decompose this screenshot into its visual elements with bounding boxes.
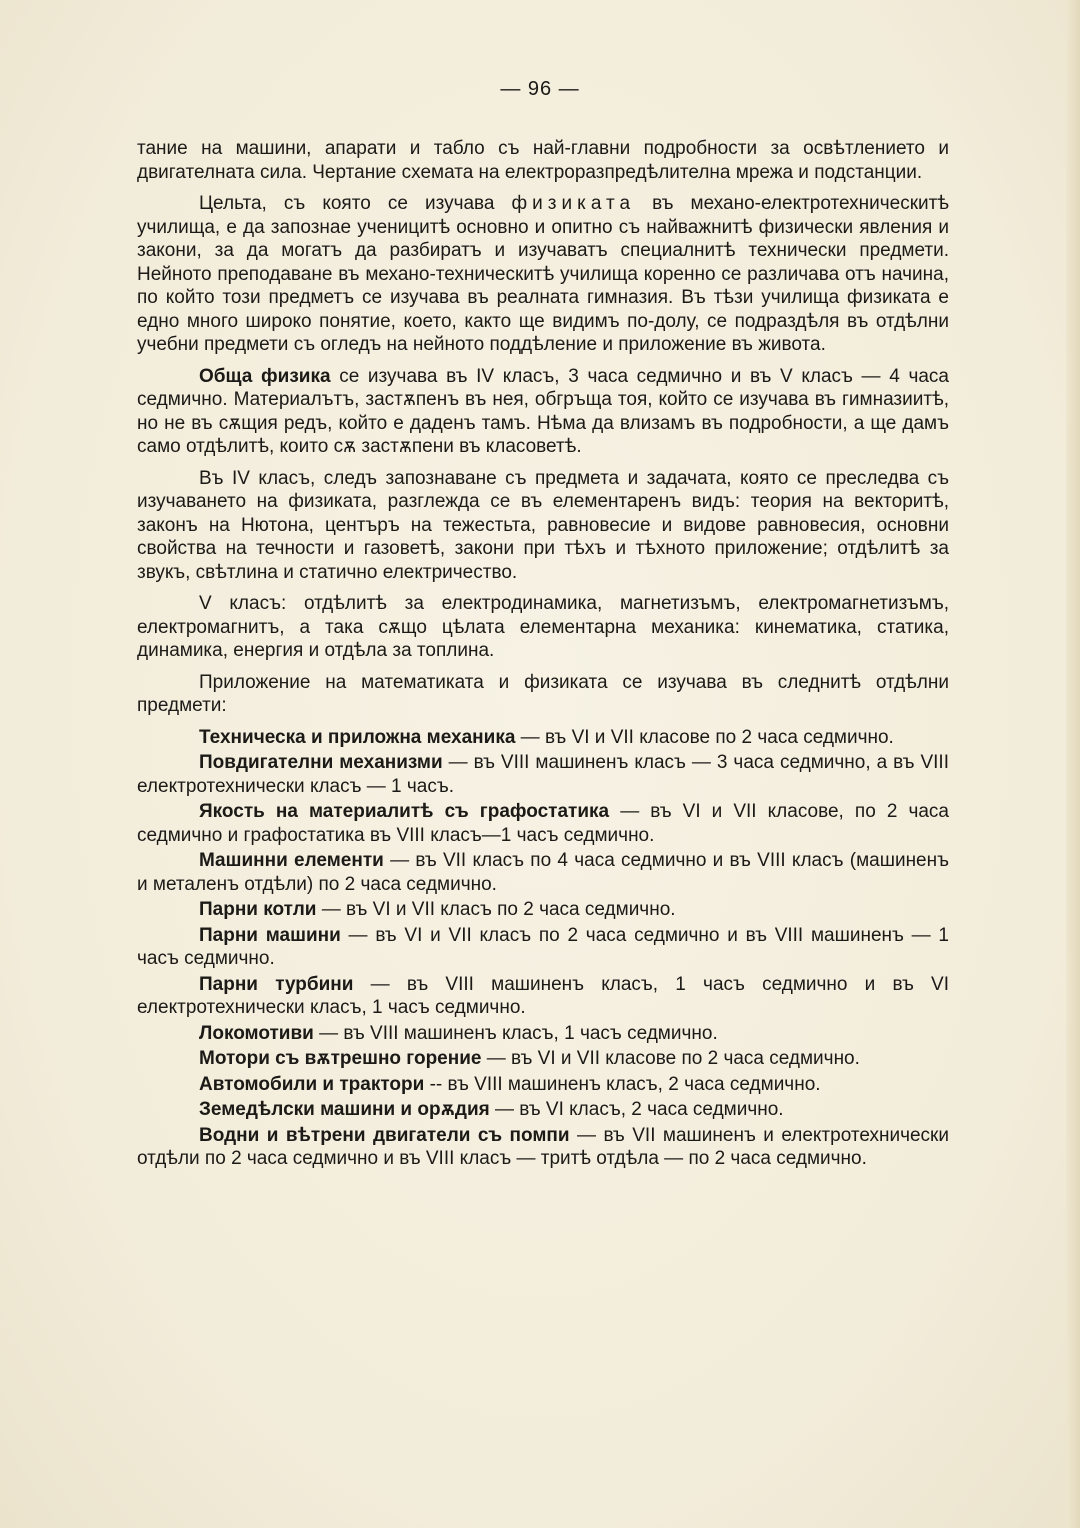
- subject-text: — въ VI и VII класъ по 2 часа седмично.: [316, 899, 676, 920]
- subject-text: — въ VIII машиненъ класъ — 3 часа седмично, а въ VIII електротехнически класъ — 1 часъ.: [137, 752, 949, 797]
- subject-title: Земедѣлски машини и орѫдия: [199, 1099, 490, 1120]
- subject-entry: [137, 898, 949, 922]
- paragraph-applied-intro: Приложение на математиката и физиката се изучава въ следнитѣ отдѣлни предмети:: [137, 671, 949, 716]
- subject-text: — въ VI класъ, 2 часа седмично.: [489, 1099, 784, 1120]
- subject-text: — въ VIII машиненъ класъ, 1 часъ седмично.: [313, 1022, 718, 1044]
- subject-text: — въ VI и VII класове, по 2 часа седмично и графостатика въ VIII класъ—1 часъ седмично.: [137, 801, 949, 846]
- subject-entry: [137, 849, 949, 896]
- subject-title: Техническа и приложна механика: [199, 726, 516, 748]
- paragraph-class-iv: Въ IV класъ, следъ запознаване съ предмета и задачата, която се преследва съ изучаването на физиката, разглежда се въ елементаренъ видъ: теория на векторитѣ, законъ на Нютона, центъръ на тежестьта, равновесие и видове равновесия, основни свойства на течности и газоветѣ, закони при тѣхъ и тѣхното приложение; отдѣлитѣ за звукъ, свѣтлина и статично електричество.: [137, 467, 949, 583]
- subject-entry: [137, 1022, 949, 1046]
- subject-entry: [137, 924, 949, 971]
- subject-text: — въ VI и VII класъ по 2 часа седмично и въ VIII машиненъ — 1 часъ седмично.: [137, 924, 949, 969]
- spaced-term-physics: физиката: [511, 193, 636, 214]
- subject-title: Автомобили и трактори: [199, 1073, 425, 1095]
- subject-entry: [137, 1098, 949, 1122]
- subject-title: Машинни елементи: [199, 850, 384, 871]
- paragraph-continuation: тание на машини, апарати и табло съ най-главни подробности за освѣтлението и двигателната сила. Чертание схемата на електроразпредѣлителна мрежа и подстанции.: [137, 138, 949, 183]
- subject-entry: [137, 1124, 949, 1171]
- paragraph-text: се изучава въ IV класъ, 3 часа седмично и въ V класъ — 4 часа седмично. Материалътъ, застѫпенъ въ нея, обгръща тоя, който се изучава въ гимназиитѣ, но не въ сѫщия редъ, който е даденъ тамъ. Нѣма да влизамъ въ подробности, а ще дамъ само отдѣлитѣ, които сѫ застѫпени въ класоветѣ.: [137, 365, 949, 457]
- subject-title: Локомотиви: [199, 1022, 314, 1044]
- subject-text: — въ VI и VII класове по 2 часа седмично.: [481, 1048, 860, 1069]
- paragraph-class-v: V класъ: отдѣлитѣ за електродинамика, магнетизъмъ, електромагнетизъмъ, електромагнитъ, а така сѫщо цѣлата елементарна механика: кинематика, статика, динамика, енергия и отдѣла за топлина.: [137, 593, 949, 661]
- subject-title: Парни котли: [199, 899, 317, 920]
- subject-text: — въ VII класъ по 4 часа седмично и въ VIII класъ (машиненъ и металенъ отдѣли) по 2 часа седмично.: [137, 850, 949, 895]
- body-text: [137, 137, 949, 1173]
- paragraph-physics-goal: [137, 192, 949, 357]
- subject-title: Обща физика: [199, 365, 331, 387]
- subject-entry: [137, 973, 949, 1020]
- subject-title: Водни и вѣтрени двигатели съ помпи: [199, 1124, 570, 1146]
- subject-title: Парни машини: [199, 924, 341, 946]
- subject-text: -- въ VIII машиненъ класъ, 2 часа седмично.: [424, 1073, 821, 1095]
- subject-text: — въ VIII машиненъ класъ, 1 часъ седмично и въ VI електротехнически класъ, 1 часъ седмично.: [137, 973, 949, 1018]
- paragraph-general-physics: [137, 365, 949, 459]
- page-spine-edge: [1066, 0, 1080, 1528]
- subject-title: Парни турбини: [199, 973, 354, 995]
- subject-text: — въ VI и VII класове по 2 часа седмично.: [515, 726, 894, 748]
- subject-entry: [137, 726, 949, 750]
- subject-entry: [137, 800, 949, 847]
- paragraph-text: въ механо-електротехническитѣ училища, е да запознае ученицитѣ основно и опитно съ найважнитѣ физически явления и закони, за да могатъ да разбиратъ и изучаватъ специалнитѣ технически предмети. Нейното преподаване въ механо-техническитѣ училища коренно се различава отъ начина, по който този предметъ се изучава въ реалната гимназия. Въ тѣзи училища физиката е едно много широко понятие, което, както ще видимъ по-долу, се подраздѣля въ отдѣлни учебни предмети съ огледъ на нейното поддѣление и приложение въ живота.: [137, 193, 949, 355]
- subject-title: Мотори съ вѫтрешно горение: [199, 1048, 482, 1069]
- subject-entry: [137, 1047, 949, 1071]
- subject-entry: [137, 1073, 949, 1097]
- subject-text: — въ VII машиненъ и електротехнически отдѣли по 2 часа седмично и въ VIII класъ — тритѣ отдѣла — по 2 часа седмично.: [137, 1124, 949, 1169]
- subject-title: Повдигателни механизми: [199, 752, 443, 773]
- subject-entry: [137, 751, 949, 798]
- page-number: — 96 —: [500, 78, 580, 100]
- paragraph-text: Цельта, съ която се изучава: [199, 193, 512, 214]
- subject-title: Якость на материалитѣ съ графостатика: [199, 801, 610, 822]
